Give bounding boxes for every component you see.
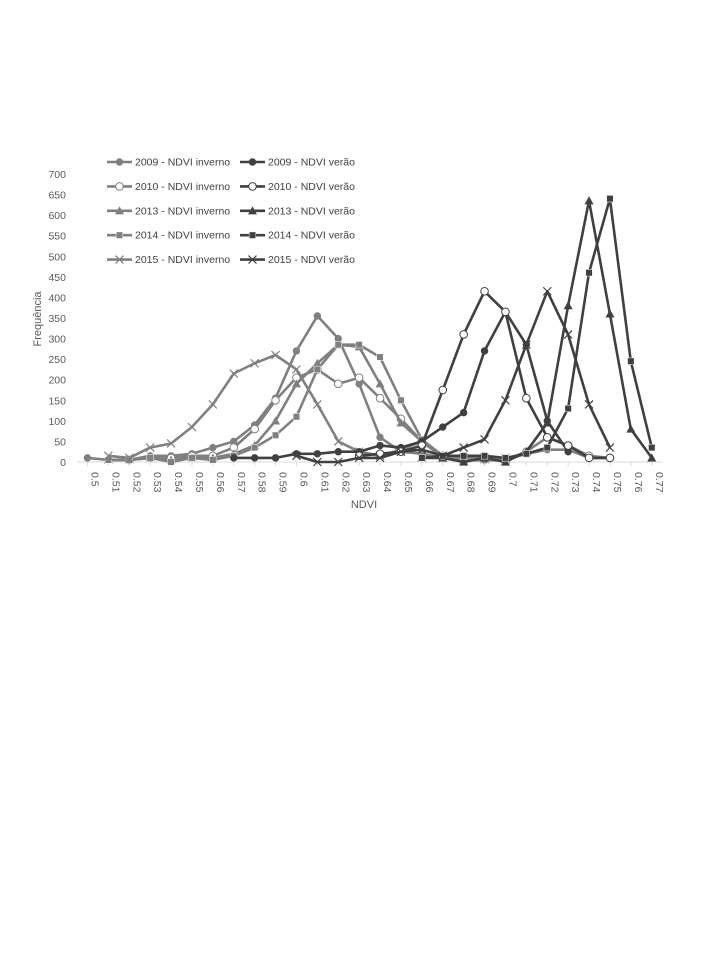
x-tick-label: 0.57 (234, 472, 247, 493)
legend-label: 2010 - NDVI inverno (135, 180, 231, 193)
data-point (523, 450, 530, 457)
x-tick-label: 0.71 (527, 472, 540, 493)
x-tick-label: 0.74 (590, 472, 603, 493)
x-tick-label: 0.69 (485, 472, 498, 493)
legend-label: 2009 - NDVI inverno (135, 156, 231, 169)
data-point (314, 451, 320, 457)
data-point (481, 287, 489, 295)
y-tick-label: 250 (48, 354, 66, 367)
y-tick-label: 550 (48, 230, 66, 243)
legend-item (107, 230, 230, 242)
data-point (564, 442, 572, 450)
data-point (460, 331, 468, 339)
data-point (209, 400, 217, 408)
data-point (377, 434, 383, 440)
data-point (251, 455, 257, 461)
data-point (565, 405, 572, 412)
data-point (293, 348, 299, 354)
data-point (314, 366, 321, 373)
data-point (586, 269, 593, 276)
x-tick-label: 0.76 (631, 472, 644, 493)
y-tick-label: 0 (60, 457, 66, 469)
data-point (292, 365, 300, 373)
series-line (108, 345, 505, 460)
legend-label: 2014 - NDVI inverno (135, 229, 231, 242)
series-8 (419, 195, 656, 461)
legend-marker (116, 232, 123, 239)
y-tick-label: 100 (48, 415, 66, 428)
x-tick-label: 0.55 (192, 472, 205, 493)
x-tick-label: 0.72 (548, 472, 561, 493)
legend-label: 2013 - NDVI inverno (135, 205, 231, 218)
data-point (544, 444, 551, 451)
series-3 (105, 341, 509, 465)
data-point (147, 455, 154, 462)
y-tick-label: 650 (48, 189, 66, 202)
data-point (585, 454, 593, 462)
data-point (440, 424, 446, 430)
series-4 (104, 351, 509, 462)
data-point (335, 449, 341, 455)
y-tick-label: 600 (48, 210, 66, 223)
data-point (314, 313, 320, 319)
x-tick-label: 0.67 (443, 472, 456, 493)
legend-marker (249, 183, 257, 191)
y-tick-label: 150 (48, 395, 66, 408)
data-point (523, 394, 531, 402)
legend-marker (249, 159, 255, 165)
legend-label: 2014 - NDVI verão (268, 229, 355, 242)
legend-item (107, 181, 230, 193)
data-point (168, 459, 175, 466)
series-line (296, 291, 610, 462)
x-tick-label: 0.66 (422, 472, 435, 493)
x-tick-label: 0.63 (360, 472, 373, 493)
x-tick-label: 0.64 (381, 472, 394, 493)
data-point (398, 397, 405, 404)
legend-marker (116, 159, 122, 165)
data-point (210, 457, 217, 464)
data-point (313, 400, 321, 408)
data-point (460, 453, 467, 460)
x-tick-label: 0.5 (88, 472, 101, 487)
x-tick-label: 0.58 (255, 472, 268, 493)
legend-item (240, 230, 355, 242)
data-point (439, 386, 447, 394)
x-tick-label: 0.59 (276, 472, 289, 493)
data-point (356, 341, 363, 348)
data-point (293, 413, 300, 420)
x-tick-label: 0.75 (610, 472, 623, 493)
legend-label: 2013 - NDVI verão (268, 205, 355, 218)
data-point (419, 455, 426, 462)
legend-item (107, 205, 230, 217)
series-6 (355, 287, 613, 461)
x-tick-label: 0.56 (213, 472, 226, 493)
data-point (481, 348, 487, 354)
x-tick-label: 0.65 (401, 472, 414, 493)
data-point (272, 455, 278, 461)
data-point (210, 444, 216, 450)
x-tick-label: 0.7 (506, 472, 519, 487)
legend-item (107, 157, 230, 169)
data-point (334, 380, 342, 388)
data-point (628, 358, 635, 365)
x-tick-label: 0.52 (130, 472, 143, 493)
y-axis (48, 169, 66, 469)
data-point (189, 455, 196, 462)
legend-item (240, 254, 355, 266)
data-point (376, 394, 384, 402)
legend-marker (116, 183, 124, 191)
legend-marker (249, 232, 256, 239)
y-tick-label: 350 (48, 313, 66, 325)
series-line (422, 201, 652, 462)
data-point (272, 432, 279, 439)
data-point (377, 442, 383, 448)
data-point (251, 425, 259, 433)
data-point (418, 442, 426, 450)
data-point (231, 455, 237, 461)
y-tick-label: 450 (48, 271, 66, 284)
x-tick-label: 0.68 (464, 472, 477, 493)
y-axis-title: Frequência (32, 291, 44, 347)
data-point (272, 396, 280, 404)
x-tick-label: 0.51 (109, 472, 122, 493)
series-7 (417, 196, 656, 465)
y-tick-label: 700 (48, 169, 66, 181)
legend-item (107, 254, 230, 266)
data-point (460, 409, 466, 415)
data-point (605, 309, 614, 317)
legend (107, 157, 355, 267)
y-tick-label: 50 (54, 436, 66, 449)
y-tick-label: 200 (48, 374, 66, 387)
data-point (251, 444, 258, 451)
legend-item (240, 181, 355, 193)
data-point (481, 453, 488, 460)
x-tick-label: 0.62 (339, 472, 352, 493)
x-tick-label: 0.61 (318, 472, 331, 493)
legend-label: 2010 - NDVI verão (268, 180, 355, 193)
data-point (355, 374, 363, 382)
data-point (585, 196, 594, 204)
x-axis (77, 462, 665, 493)
x-tick-label: 0.54 (172, 472, 185, 493)
data-point (335, 341, 342, 348)
y-tick-label: 400 (48, 292, 66, 305)
legend-item (240, 205, 355, 217)
legend-item (240, 157, 355, 169)
data-point (648, 444, 655, 451)
data-point (564, 301, 573, 309)
legend-label: 2015 - NDVI inverno (135, 254, 231, 267)
data-point (502, 308, 510, 316)
data-point (377, 354, 384, 361)
series-line (234, 312, 568, 458)
data-point (626, 425, 635, 433)
x-tick-label: 0.53 (151, 472, 164, 493)
data-point (188, 423, 196, 431)
data-point (607, 195, 614, 202)
legend-label: 2015 - NDVI verão (268, 254, 355, 267)
series-line (88, 316, 610, 460)
series-line (108, 355, 505, 458)
x-tick-label: 0.77 (652, 472, 665, 493)
legend-label: 2009 - NDVI verão (268, 156, 355, 169)
data-point (84, 455, 90, 461)
data-point (502, 455, 509, 462)
x-tick-label: 0.73 (569, 472, 582, 493)
x-tick-label: 0.6 (297, 472, 310, 487)
data-point (606, 454, 614, 462)
x-axis-title: NDVI (350, 499, 378, 511)
y-tick-label: 500 (48, 251, 66, 264)
y-tick-label: 300 (48, 333, 66, 346)
